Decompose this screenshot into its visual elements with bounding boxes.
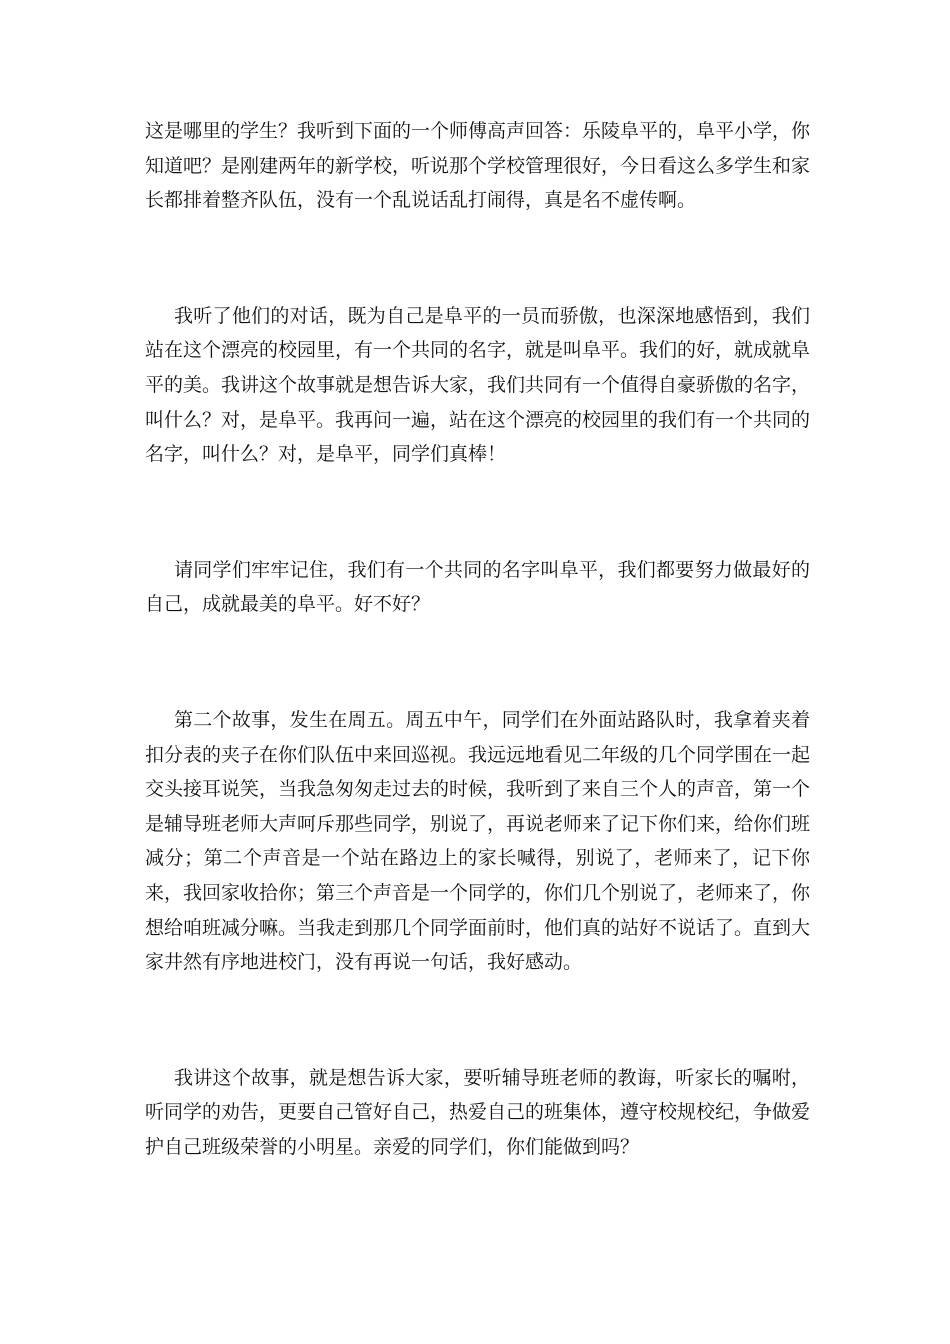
paragraph-3: 请同学们牢牢记住，我们有一个共同的名字叫阜平，我们都要努力做最好的自己，成就最美的阜平。好不好？: [145, 558, 810, 616]
paragraph-2: 我听了他们的对话，既为自己是阜平的一员而骄傲，也深深地感悟到，我们站在这个漂亮的校园里，有一个共同的名字，就是叫阜平。我们的好，就成就阜平的美。我讲这个故事就是想告诉大家，我们共同有一个值得自豪骄傲的名字，叫什么？对，是阜平。我再问一遍，站在这个漂亮的校园里的我们有一个共同的名字，叫什么？对，是阜平，同学们真棒！: [145, 304, 811, 466]
paragraph-4: 第二个故事，发生在周五。周五中午，同学们在外面站路队时，我拿着夹着扣分表的夹子在你们队伍中来回巡视。我远远地看见二年级的几个同学围在一起交头接耳说笑，当我急匆匆走过去的时候，我听到了来自三个人的声音，第一个是辅导班老师大声呵斥那些同学，别说了，再说老师来了记下你们来，给你们班减分；第二个声音是一个站在路边上的家长喊得，别说了，老师来了，记下你来，我回家收拾你；第三个声音是一个同学的，你们几个别说了，老师来了，你想给咱班减分嘛。当我走到那几个同学面前时，他们真的站好不说话了。直到大家井然有序地进校门，没有再说一句话，我好感动。: [145, 708, 811, 974]
paragraph-1: 这是哪里的学生？我听到下面的一个师傅高声回答：乐陵阜平的，阜平小学，你知道吧？是刚建两年的新学校，听说那个学校管理很好，今日看这么多学生和家长都排着整齐队伍，没有一个乱说话乱打闹得，真是名不虚传啊。: [145, 120, 811, 212]
paragraph-5: 我讲这个故事，就是想告诉大家，要听辅导班老师的教诲，听家长的嘱咐，听同学的劝告，更要自己管好自己，热爱自己的班集体，遵守校规校纪，争做爱护自己班级荣誉的小明星。亲爱的同学们，你们能做到吗？: [145, 1066, 811, 1158]
document-body: [145, 114, 810, 1164]
